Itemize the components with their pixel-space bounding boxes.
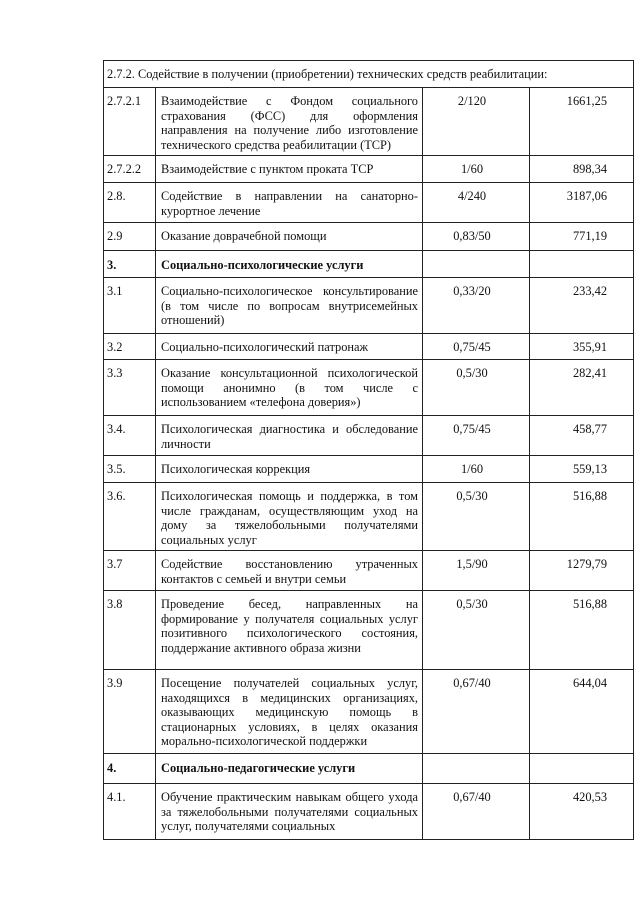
row-number: 3.8 xyxy=(104,591,156,670)
table-row xyxy=(104,670,634,754)
table-row xyxy=(104,61,634,88)
time-norm: 0,33/20 xyxy=(423,278,530,334)
row-number: 2.8. xyxy=(104,183,156,223)
table-row xyxy=(104,278,634,334)
row-number: 2.7.2.2 xyxy=(104,156,156,183)
service-price: 420,53 xyxy=(530,784,634,840)
time-norm: 1,5/90 xyxy=(423,551,530,591)
services-table-body xyxy=(104,61,634,840)
row-number: 2.9 xyxy=(104,223,156,251)
table-row xyxy=(104,416,634,456)
time-norm: 0,67/40 xyxy=(423,670,530,754)
time-norm: 0,5/30 xyxy=(423,591,530,670)
section-number: 3. xyxy=(104,251,156,278)
service-price: 458,77 xyxy=(530,416,634,456)
service-name: Психологическая помощь и поддержка, в том числе гражданам, осуществляющим уход на дому за тяжелобольными получателями социальных услуг xyxy=(156,483,423,551)
row-number: 3.9 xyxy=(104,670,156,754)
time-norm xyxy=(423,754,530,784)
service-price: 644,04 xyxy=(530,670,634,754)
time-norm: 0,5/30 xyxy=(423,483,530,551)
section-title: Социально-психологические услуги xyxy=(156,251,423,278)
row-number: 3.4. xyxy=(104,416,156,456)
time-norm: 0,75/45 xyxy=(423,416,530,456)
row-number: 2.7.2.1 xyxy=(104,88,156,156)
service-price xyxy=(530,754,634,784)
table-row xyxy=(104,156,634,183)
service-price: 3187,06 xyxy=(530,183,634,223)
service-name: Проведение бесед, направленных на формирование у получателя социальных услуг позитивного психологического состояния, поддержание активного образа жизни xyxy=(156,591,423,670)
table-row xyxy=(104,456,634,483)
service-name: Содействие в направлении на санаторно-курортное лечение xyxy=(156,183,423,223)
time-norm: 1/60 xyxy=(423,456,530,483)
table-row xyxy=(104,223,634,251)
service-price xyxy=(530,251,634,278)
table-row xyxy=(104,251,634,278)
table-row xyxy=(104,591,634,670)
table-row xyxy=(104,551,634,591)
time-norm: 2/120 xyxy=(423,88,530,156)
service-name: Оказание доврачебной помощи xyxy=(156,223,423,251)
service-name: Социально-психологический патронаж xyxy=(156,334,423,360)
time-norm xyxy=(423,251,530,278)
row-number: 3.5. xyxy=(104,456,156,483)
section-number: 4. xyxy=(104,754,156,784)
table-row xyxy=(104,483,634,551)
service-name: Взаимодействие с пунктом проката ТСР xyxy=(156,156,423,183)
service-name: Обучение практическим навыкам общего ухода за тяжелобольными получателями социальных услуг, получателями социальных xyxy=(156,784,423,840)
service-name: Психологическая диагностика и обследование личности xyxy=(156,416,423,456)
time-norm: 0,67/40 xyxy=(423,784,530,840)
time-norm: 0,5/30 xyxy=(423,360,530,416)
row-number: 3.6. xyxy=(104,483,156,551)
time-norm: 0,75/45 xyxy=(423,334,530,360)
service-price: 355,91 xyxy=(530,334,634,360)
table-row xyxy=(104,334,634,360)
service-name: Оказание консультационной психологической помощи анонимно (в том числе с использованием «телефона доверия») xyxy=(156,360,423,416)
service-price: 1279,79 xyxy=(530,551,634,591)
table-row xyxy=(104,360,634,416)
row-number: 3.7 xyxy=(104,551,156,591)
table-row xyxy=(104,784,634,840)
service-price: 282,41 xyxy=(530,360,634,416)
service-name: Психологическая коррекция xyxy=(156,456,423,483)
service-name: Содействие восстановлению утраченных контактов с семьей и внутри семьи xyxy=(156,551,423,591)
row-number: 3.2 xyxy=(104,334,156,360)
service-price: 771,19 xyxy=(530,223,634,251)
service-name: Взаимодействие с Фондом социального страхования (ФСС) для оформления направления на получение либо изготовление технического средства реабилитации (ТСР) xyxy=(156,88,423,156)
time-norm: 1/60 xyxy=(423,156,530,183)
service-name: Социально-психологическое консультирование (в том числе по вопросам внутрисемейных отношений) xyxy=(156,278,423,334)
table-row xyxy=(104,754,634,784)
services-table xyxy=(103,60,634,840)
service-price: 516,88 xyxy=(530,483,634,551)
service-price: 898,34 xyxy=(530,156,634,183)
row-number: 3.1 xyxy=(104,278,156,334)
service-price: 233,42 xyxy=(530,278,634,334)
section-title: Социально-педагогические услуги xyxy=(156,754,423,784)
table-row xyxy=(104,183,634,223)
time-norm: 0,83/50 xyxy=(423,223,530,251)
subsection-heading: 2.7.2. Содействие в получении (приобретении) технических средств реабилитации: xyxy=(104,61,634,88)
time-norm: 4/240 xyxy=(423,183,530,223)
row-number: 4.1. xyxy=(104,784,156,840)
service-price: 1661,25 xyxy=(530,88,634,156)
service-price: 516,88 xyxy=(530,591,634,670)
row-number: 3.3 xyxy=(104,360,156,416)
service-name: Посещение получателей социальных услуг, находящихся в медицинских организациях, оказывающих медицинскую помощь в стационарных условиях, в целях оказания морально-психологической поддержки xyxy=(156,670,423,754)
service-price: 559,13 xyxy=(530,456,634,483)
table-row xyxy=(104,88,634,156)
